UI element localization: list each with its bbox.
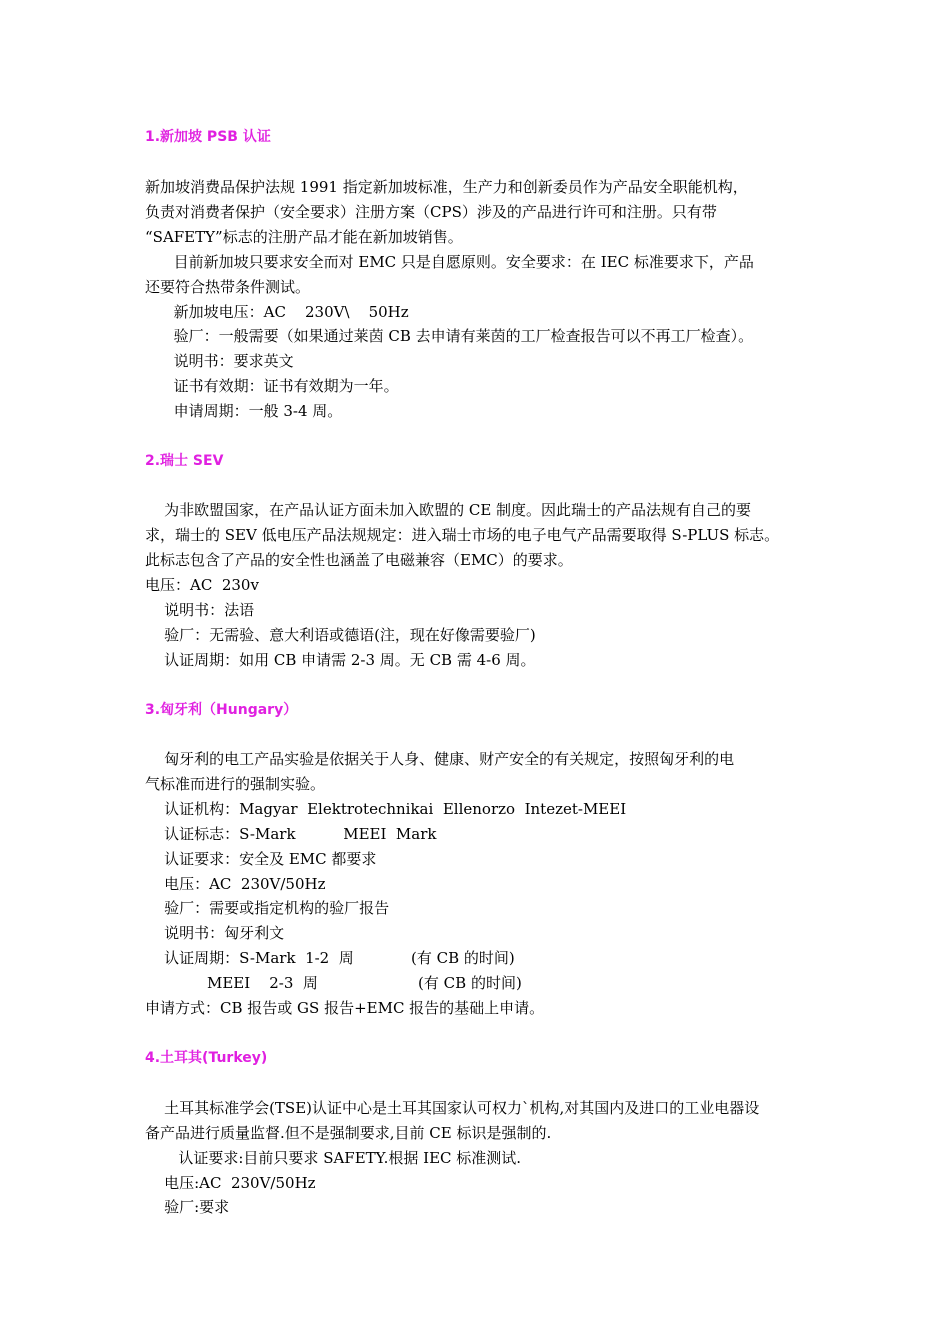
paragraph-line: 电压：AC 230V/50Hz — [145, 875, 326, 893]
paragraph-line: 还要符合热带条件测试。 — [145, 278, 311, 296]
paragraph-line: 验厂：一般需要（如果通过莱茵 CB 去申请有莱茵的工厂检查报告可以不再工厂检查）。 — [145, 327, 754, 345]
paragraph-line: 为非欧盟国家，在产品认证方面未加入欧盟的 CE 制度。因此瑞士的产品法规有自己的要 — [145, 501, 752, 519]
paragraph-line: 备产品进行质量监督.但不是强制要求,目前 CE 标识是强制的. — [145, 1124, 552, 1142]
paragraph-line: 验厂：需要或指定机构的验厂报告 — [145, 899, 390, 917]
paragraph-line: 申请周期：一般 3-4 周。 — [145, 402, 343, 420]
paragraph-line: 证书有效期：证书有效期为一年。 — [145, 377, 399, 395]
paragraph-line: 认证要求:目前只要求 SAFETY.根据 IEC 标准测试. — [145, 1149, 522, 1167]
paragraph-line: 认证机构：Magyar Elektrotechnikai Ellenorzo Intezet-MEEI — [145, 800, 627, 818]
paragraph-line: 匈牙利的电工产品实验是依据关于人身、健康、财产安全的有关规定，按照匈牙利的电 — [145, 750, 735, 768]
paragraph-line: 电压：AC 230v — [145, 576, 259, 594]
paragraph-line: 此标志包含了产品的安全性也涵盖了电磁兼容（EMC）的要求。 — [145, 551, 573, 569]
paragraph-line: 求，瑞士的 SEV 低电压产品法规规定：进入瑞士市场的电子电气产品需要取得 S-PLUS 标志。 — [145, 526, 780, 544]
paragraph-line: 负责对消费者保护（安全要求）注册方案（CPS）涉及的产品进行许可和注册。只有带 — [145, 203, 717, 221]
section-heading-switzerland: 2.瑞士 SEV — [145, 453, 224, 469]
paragraph-line: 新加坡消费品保护法规 1991 指定新加坡标准，生产力和创新委员作为产品安全职能机构， — [145, 178, 748, 196]
paragraph-line: 申请方式：CB 报告或 GS 报告+EMC 报告的基础上申请。 — [145, 999, 545, 1017]
paragraph-line: “SAFETY”标志的注册产品才能在新加坡销售。 — [145, 228, 463, 246]
section-heading-singapore: 1.新加坡 PSB 认证 — [145, 129, 271, 145]
paragraph-line: 气标准而进行的强制实验。 — [145, 775, 326, 793]
paragraph-line: 土耳其标准学会(TSE)认证中心是土耳其国家认可权力`机构,对其国内及进口的工业电器设 — [145, 1099, 760, 1117]
paragraph-line: MEEI 2-3 周 (有 CB 的时间) — [145, 974, 522, 992]
paragraph-line: 认证周期：如用 CB 申请需 2-3 周。无 CB 需 4-6 周。 — [145, 651, 536, 669]
paragraph-line: 说明书：匈牙利文 — [145, 924, 285, 942]
section-heading-turkey: 4.土耳其(Turkey) — [145, 1050, 268, 1066]
section-heading-hungary: 3.匈牙利（Hungary） — [145, 702, 298, 718]
paragraph-line: 说明书：要求英文 — [145, 352, 294, 370]
paragraph-line: 验厂：无需验、意大利语或德语(注，现在好像需要验厂) — [145, 626, 536, 644]
paragraph-line: 目前新加坡只要求安全而对 EMC 只是自愿原则。安全要求：在 IEC 标准要求下，产品 — [145, 253, 754, 271]
paragraph-line: 验厂:要求 — [145, 1198, 230, 1216]
paragraph-line: 认证标志：S-Mark MEEI Mark — [145, 825, 437, 843]
paragraph-line: 新加坡电压：AC 230V\ 50Hz — [145, 303, 409, 321]
paragraph-line: 电压:AC 230V/50Hz — [145, 1174, 316, 1192]
paragraph-line: 说明书：法语 — [145, 601, 255, 619]
paragraph-line: 认证周期：S-Mark 1-2 周 (有 CB 的时间) — [145, 949, 515, 967]
paragraph-line: 认证要求：安全及 EMC 都要求 — [145, 850, 377, 868]
